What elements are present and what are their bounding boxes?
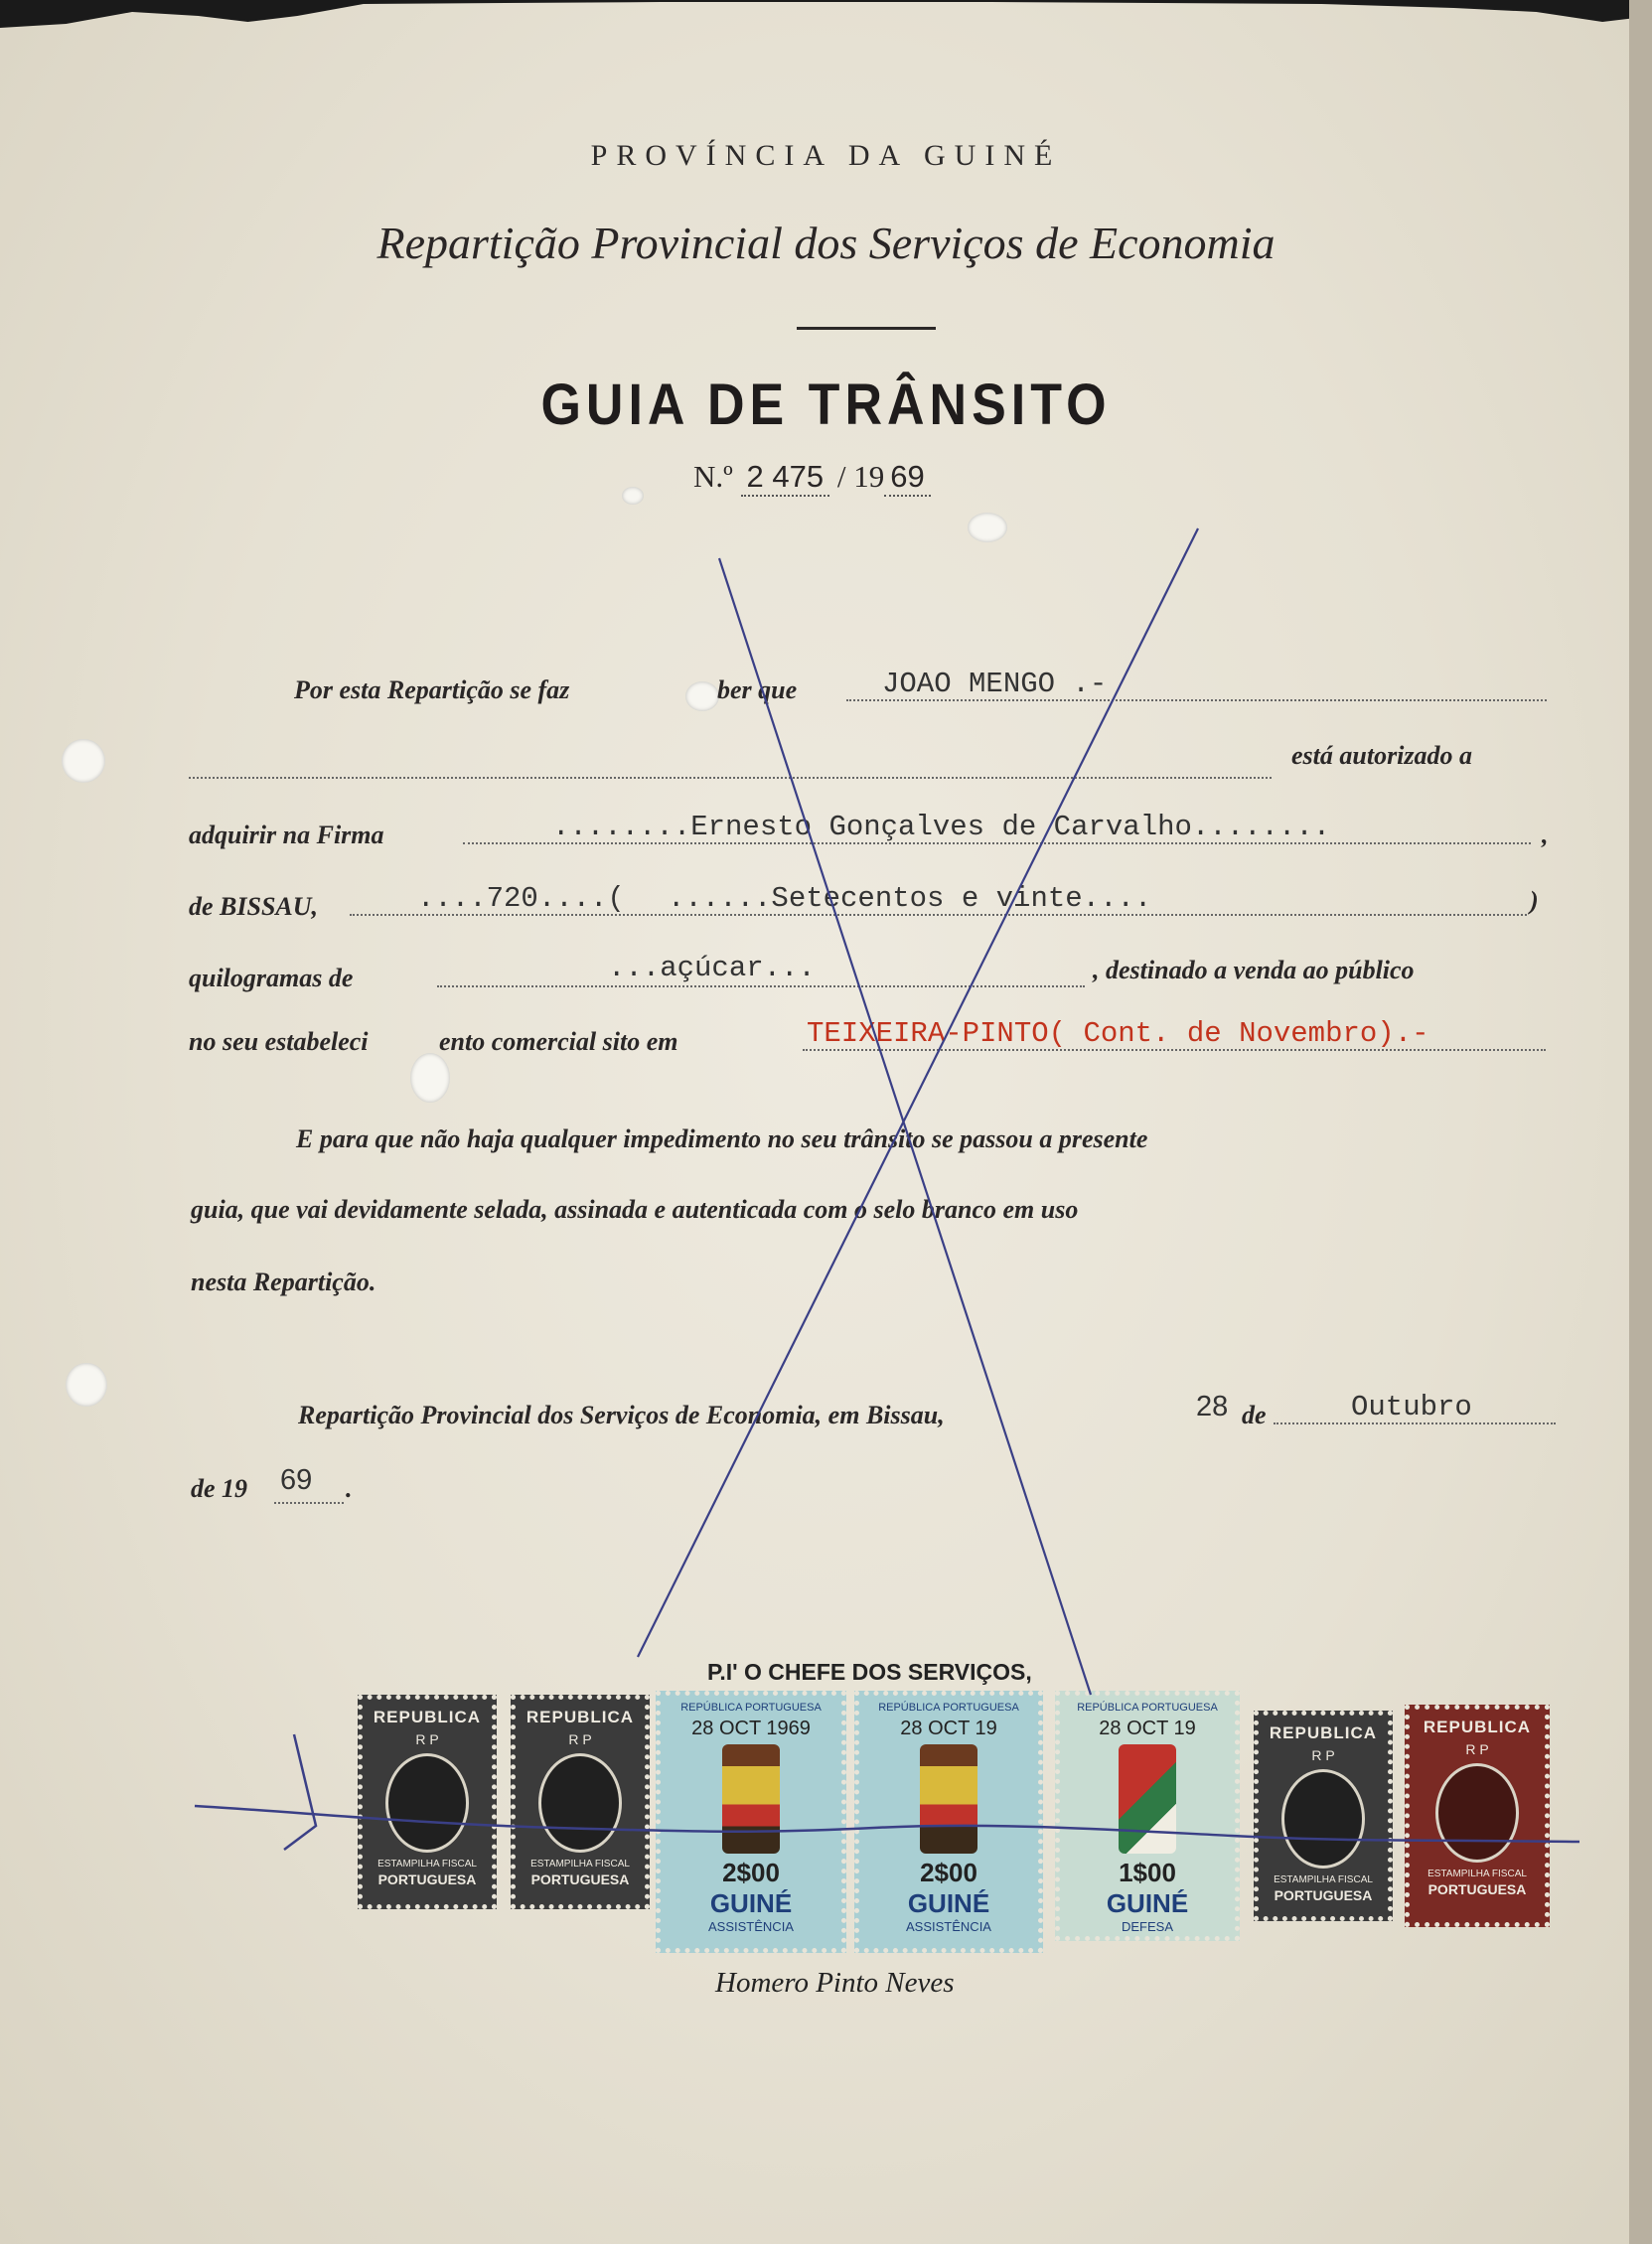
stamp-name: GUINÉ: [709, 1888, 793, 1918]
line6-label-b: ento comercial sito em: [439, 1027, 678, 1056]
paragraph2-line3: nesta Repartição.: [191, 1268, 376, 1296]
document-title: GUIA DE TRÂNSITO: [540, 373, 1112, 438]
stamp-sub: ASSISTÊNCIA: [906, 1919, 991, 1934]
stamp-top: REPÚBLICA PORTUGUESA: [878, 1702, 1019, 1714]
year-suffix: 69: [884, 459, 930, 497]
paragraph2-line2: guia, que vai devidamente selada, assinada e autenticada com o selo branco em uso: [191, 1195, 1079, 1224]
stamp-cancel: 28 OCT 19: [900, 1718, 997, 1739]
stamp-letters: R P: [415, 1731, 439, 1747]
line4-label: de BISSAU,: [189, 892, 319, 921]
stamp-label: ESTAMPILHA FISCAL: [377, 1859, 477, 1870]
stamp-top: REPÚBLICA PORTUGUESA: [1077, 1702, 1218, 1714]
pen-cross-stroke-2: [719, 558, 1091, 1695]
stamp-sub: DEFESA: [1121, 1919, 1173, 1934]
stamp-cancel: 28 OCT 19: [1099, 1718, 1196, 1739]
chief-label: O CHEFE DOS SERVIÇOS,: [744, 1659, 1032, 1685]
date-de: de: [1242, 1401, 1267, 1429]
line3-label: adquirir na Firma: [189, 821, 384, 849]
stamp-letters: R P: [1311, 1747, 1335, 1763]
quantity-number: ....720....(: [417, 882, 625, 915]
date-month: Outubro: [1351, 1391, 1472, 1423]
paragraph2-line1: E para que não haja qualquer impedimento no seu trânsito se passou a presente: [296, 1124, 1148, 1153]
stamp-bottom: PORTUGUESA: [1274, 1887, 1373, 1903]
stamp-label: ESTAMPILHA FISCAL: [1274, 1874, 1373, 1885]
stamp-letters: R P: [568, 1731, 592, 1747]
number-value: 2 475: [741, 459, 830, 497]
location-name: TEIXEIRA-PINTO( Cont. de Novembro).-: [807, 1017, 1429, 1050]
stamp-label: ESTAMPILHA FISCAL: [1427, 1869, 1527, 1879]
stamp-country: REPUBLICA: [373, 1708, 482, 1726]
chief-prefix: P.I': [707, 1659, 738, 1685]
line3-end: ,: [1542, 821, 1549, 849]
stamp-name: GUINÉ: [1106, 1888, 1189, 1918]
year-value: 69: [280, 1464, 313, 1496]
department-heading: Repartição Provincial dos Serviços de Economia: [376, 218, 1276, 268]
signature-scrawl-start: [284, 1734, 316, 1850]
stamp-value: 1$00: [1119, 1858, 1176, 1887]
stamp-country: REPUBLICA: [526, 1708, 635, 1726]
line2-label: está autorizado a: [1291, 741, 1473, 770]
stamp-bottom: PORTUGUESA: [377, 1871, 477, 1887]
stamp-top: REPÚBLICA PORTUGUESA: [680, 1702, 822, 1714]
stamp-bottom: PORTUGUESA: [530, 1871, 630, 1887]
line1-label: Por esta Repartição se faz: [294, 675, 570, 704]
year-label: de 19: [191, 1474, 248, 1503]
year-prefix: / 19: [836, 459, 885, 494]
stamp-country: REPUBLICA: [1423, 1718, 1532, 1736]
year-end: .: [346, 1474, 353, 1503]
stamp-letters: R P: [1465, 1741, 1489, 1757]
stamp-cancel: 28 OCT 1969: [691, 1718, 811, 1739]
province-heading: PROVÍNCIA DA GUINÉ: [590, 139, 1062, 172]
line5-end: , destinado a venda ao público: [1093, 956, 1415, 984]
firm-name: ........Ernesto Gonçalves de Carvalho........: [552, 811, 1331, 843]
line6-label: no seu estabeleci: [189, 1027, 369, 1056]
stamp-value: 2$00: [722, 1858, 780, 1887]
signatory-name: Homero Pinto Neves: [715, 1967, 955, 1999]
stamp-value: 2$00: [920, 1858, 977, 1887]
number-prefix: N.º: [693, 459, 733, 494]
stamp-bottom: PORTUGUESA: [1427, 1881, 1527, 1897]
signature-scrawl: [195, 1806, 1579, 1842]
line1-label-b: ber que: [717, 675, 798, 704]
quantity-words: ......Setecentos e vinte....: [668, 882, 1152, 915]
date-day: 28: [1196, 1391, 1229, 1422]
line5-label: quilogramas de: [189, 964, 354, 992]
pen-cross-stroke-1: [638, 528, 1198, 1657]
stamp-name: GUINÉ: [907, 1888, 990, 1918]
product-name: ...açúcar...: [608, 952, 816, 984]
stamp-sub: ASSISTÊNCIA: [708, 1919, 794, 1934]
stamp-label: ESTAMPILHA FISCAL: [530, 1859, 630, 1870]
holder-name: JOAO MENGO .-: [882, 668, 1108, 700]
stamp-country: REPUBLICA: [1269, 1723, 1378, 1742]
date-label: Repartição Provincial dos Serviços de Economia, em Bissau,: [298, 1401, 945, 1429]
line4-end: ): [1530, 886, 1539, 915]
